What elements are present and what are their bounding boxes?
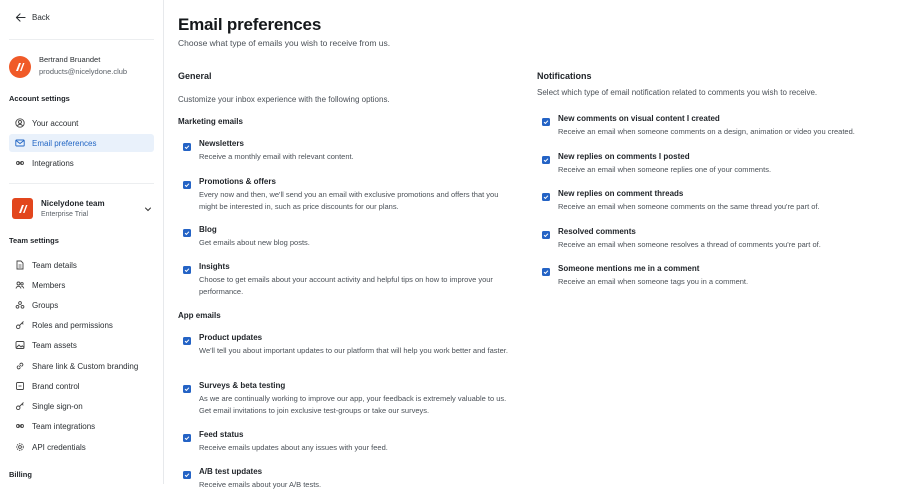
option-description: Receive emails about your A/B tests.	[199, 480, 322, 489]
option-title: Blog	[199, 225, 217, 234]
option-title: Feed status	[199, 430, 244, 439]
option-newsletters	[183, 139, 518, 163]
key-icon	[15, 401, 25, 411]
sidebar-item-label: Email preferences	[32, 138, 97, 148]
sidebar-item-label: Groups	[32, 300, 59, 310]
sidebar-item-members[interactable]	[9, 276, 154, 294]
option-description: We'll tell you about important updates to our platform that will help you work better and faster.	[199, 346, 508, 355]
integrations-icon	[15, 158, 25, 168]
option-title: Promotions & offers	[199, 177, 276, 186]
option-title: Newsletters	[199, 139, 244, 148]
team-settings-heading: Team settings	[9, 236, 59, 245]
option-feed-status	[183, 430, 518, 454]
option-description: Receive a monthly email with relevant content.	[199, 152, 354, 161]
sidebar-item-integrations[interactable]	[9, 154, 154, 172]
page-title: Email preferences	[178, 15, 322, 34]
option-description: Receive an email when someone tags you in a comment.	[558, 277, 749, 286]
sidebar-item-email-preferences[interactable]	[9, 134, 154, 152]
option-description: Receive an email when someone replies one of your comments.	[558, 165, 772, 174]
sidebar-item-label: Share link & Custom branding	[32, 361, 139, 371]
page-subtitle: Choose what type of emails you wish to receive from us.	[178, 38, 391, 48]
option-promotions-offers	[183, 177, 518, 212]
team-switcher[interactable]	[12, 198, 152, 219]
sidebar-item-team-details[interactable]	[9, 256, 154, 274]
check-icon	[184, 435, 190, 441]
sidebar	[0, 0, 164, 484]
blog-checkbox[interactable]	[183, 229, 191, 237]
sidebar-item-label: Team details	[32, 260, 77, 270]
document-icon	[15, 260, 25, 270]
marketing-emails-heading: Marketing emails	[178, 117, 243, 126]
general-description: Customize your inbox experience with the following options.	[178, 95, 390, 104]
key-icon	[15, 320, 25, 330]
option-description: Receive emails updates about any issues with your feed.	[199, 443, 388, 452]
sidebar-item-label: Members	[32, 280, 66, 290]
option-ab-test-updates	[183, 467, 518, 491]
check-icon	[184, 386, 190, 392]
newsletters-checkbox[interactable]	[183, 143, 191, 151]
billing-heading: Billing	[9, 470, 32, 479]
sidebar-item-label: Team integrations	[32, 421, 96, 431]
account-settings-heading: Account settings	[9, 94, 70, 103]
mentions-checkbox[interactable]	[542, 268, 550, 276]
sidebar-item-label: API credentials	[32, 442, 86, 452]
option-title: Product updates	[199, 333, 263, 342]
check-icon	[184, 472, 190, 478]
integrations-icon	[15, 421, 25, 431]
sidebar-item-team-assets[interactable]	[9, 336, 154, 354]
option-blog	[183, 225, 518, 249]
option-product-updates	[183, 333, 518, 357]
option-title: A/B test updates	[199, 467, 263, 476]
sidebar-item-groups[interactable]	[9, 296, 154, 314]
app-emails-heading: App emails	[178, 311, 221, 320]
option-new-replies-threads	[542, 189, 892, 213]
promotions-checkbox[interactable]	[183, 181, 191, 189]
option-title: Insights	[199, 262, 230, 271]
new-comments-checkbox[interactable]	[542, 118, 550, 126]
sidebar-item-api-credentials[interactable]	[9, 438, 154, 456]
option-title: New comments on visual content I created	[558, 114, 720, 123]
user-icon	[15, 118, 25, 128]
option-insights	[183, 262, 518, 297]
check-icon	[543, 232, 549, 238]
option-title: Surveys & beta testing	[199, 381, 286, 390]
option-mentions	[542, 264, 892, 288]
sidebar-item-single-sign-on[interactable]	[9, 397, 154, 415]
general-heading: General	[178, 71, 212, 81]
sidebar-item-roles-and-permissions[interactable]	[9, 316, 154, 334]
option-description: Receive an email when someone resolves a thread of comments you're part of.	[558, 240, 821, 249]
option-description: Choose to get emails about your account activity and helpful tips on how to improve your performance.	[199, 275, 493, 296]
insights-checkbox[interactable]	[183, 266, 191, 274]
option-description: Get emails about new blog posts.	[199, 238, 310, 247]
option-title: New replies on comments I posted	[558, 152, 690, 161]
user-email: products@nicelydone.club	[39, 67, 128, 76]
brand-logo-icon	[17, 203, 29, 215]
new-replies-checkbox[interactable]	[542, 156, 550, 164]
option-description: Receive an email when someone comments on the same thread you're part of.	[558, 202, 820, 211]
arrow-left-icon	[15, 12, 26, 23]
option-title: Someone mentions me in a comment	[558, 264, 700, 273]
check-icon	[543, 269, 549, 275]
team-logo	[12, 198, 33, 219]
mail-icon	[15, 138, 25, 148]
main-content	[164, 0, 900, 489]
thread-replies-checkbox[interactable]	[542, 193, 550, 201]
check-icon	[184, 182, 190, 188]
option-description: Every now and then, we'll send you an email with exclusive promotions and offers that you might be interested in, such as price discounts for our plans.	[199, 190, 499, 211]
sidebar-item-team-integrations[interactable]	[9, 417, 154, 435]
option-description: As we are continually working to improve our app, your feedback is extremely valuable to us. Get email invitations to join exclusive test-groups or take our surveys.	[199, 394, 507, 415]
team-name: Nicelydone team	[41, 199, 105, 208]
option-description: Receive an email when someone comments on a design, animation or video you created.	[558, 127, 855, 136]
sidebar-item-label: Integrations	[32, 158, 74, 168]
back-label: Back	[32, 13, 50, 22]
sidebar-item-share-link-custom-branding[interactable]	[9, 357, 154, 375]
brand-icon	[15, 381, 25, 391]
check-icon	[184, 230, 190, 236]
product-updates-checkbox[interactable]	[183, 337, 191, 345]
sidebar-item-label: Team assets	[32, 340, 77, 350]
ab-test-checkbox[interactable]	[183, 471, 191, 479]
sidebar-item-label: Roles and permissions	[32, 320, 113, 330]
option-new-comments-visual	[542, 114, 892, 138]
resolved-comments-checkbox[interactable]	[542, 231, 550, 239]
check-icon	[184, 267, 190, 273]
groups-icon	[15, 300, 25, 310]
option-title: Resolved comments	[558, 227, 636, 236]
members-icon	[15, 280, 25, 290]
notifications-description: Select which type of email notification related to comments you wish to receive.	[537, 88, 818, 97]
sidebar-item-your-account[interactable]	[9, 114, 154, 132]
divider	[9, 183, 154, 184]
sidebar-item-label: Brand control	[32, 381, 80, 391]
check-icon	[184, 144, 190, 150]
option-resolved-comments	[542, 227, 892, 251]
divider	[9, 39, 154, 40]
team-plan: Enterprise Trial	[41, 211, 89, 218]
assets-icon	[15, 340, 25, 350]
check-icon	[184, 338, 190, 344]
user-card	[9, 55, 127, 78]
feed-status-checkbox[interactable]	[183, 434, 191, 442]
surveys-checkbox[interactable]	[183, 385, 191, 393]
avatar	[9, 56, 31, 78]
user-name: Bertrand Bruandet	[39, 55, 101, 64]
check-icon	[543, 157, 549, 163]
brand-logo-icon	[14, 61, 26, 73]
option-title: New replies on comment threads	[558, 189, 684, 198]
gear-icon	[15, 442, 25, 452]
link-icon	[15, 361, 25, 371]
chevron-down-icon	[144, 205, 152, 213]
notifications-heading: Notifications	[537, 71, 592, 81]
back-button[interactable]	[15, 12, 50, 23]
check-icon	[543, 194, 549, 200]
sidebar-item-brand-control[interactable]	[9, 377, 154, 395]
option-new-replies-comments	[542, 152, 892, 176]
sidebar-item-label: Single sign-on	[32, 401, 83, 411]
sidebar-item-label: Your account	[32, 118, 79, 128]
check-icon	[543, 119, 549, 125]
option-surveys-beta-testing	[183, 381, 518, 416]
